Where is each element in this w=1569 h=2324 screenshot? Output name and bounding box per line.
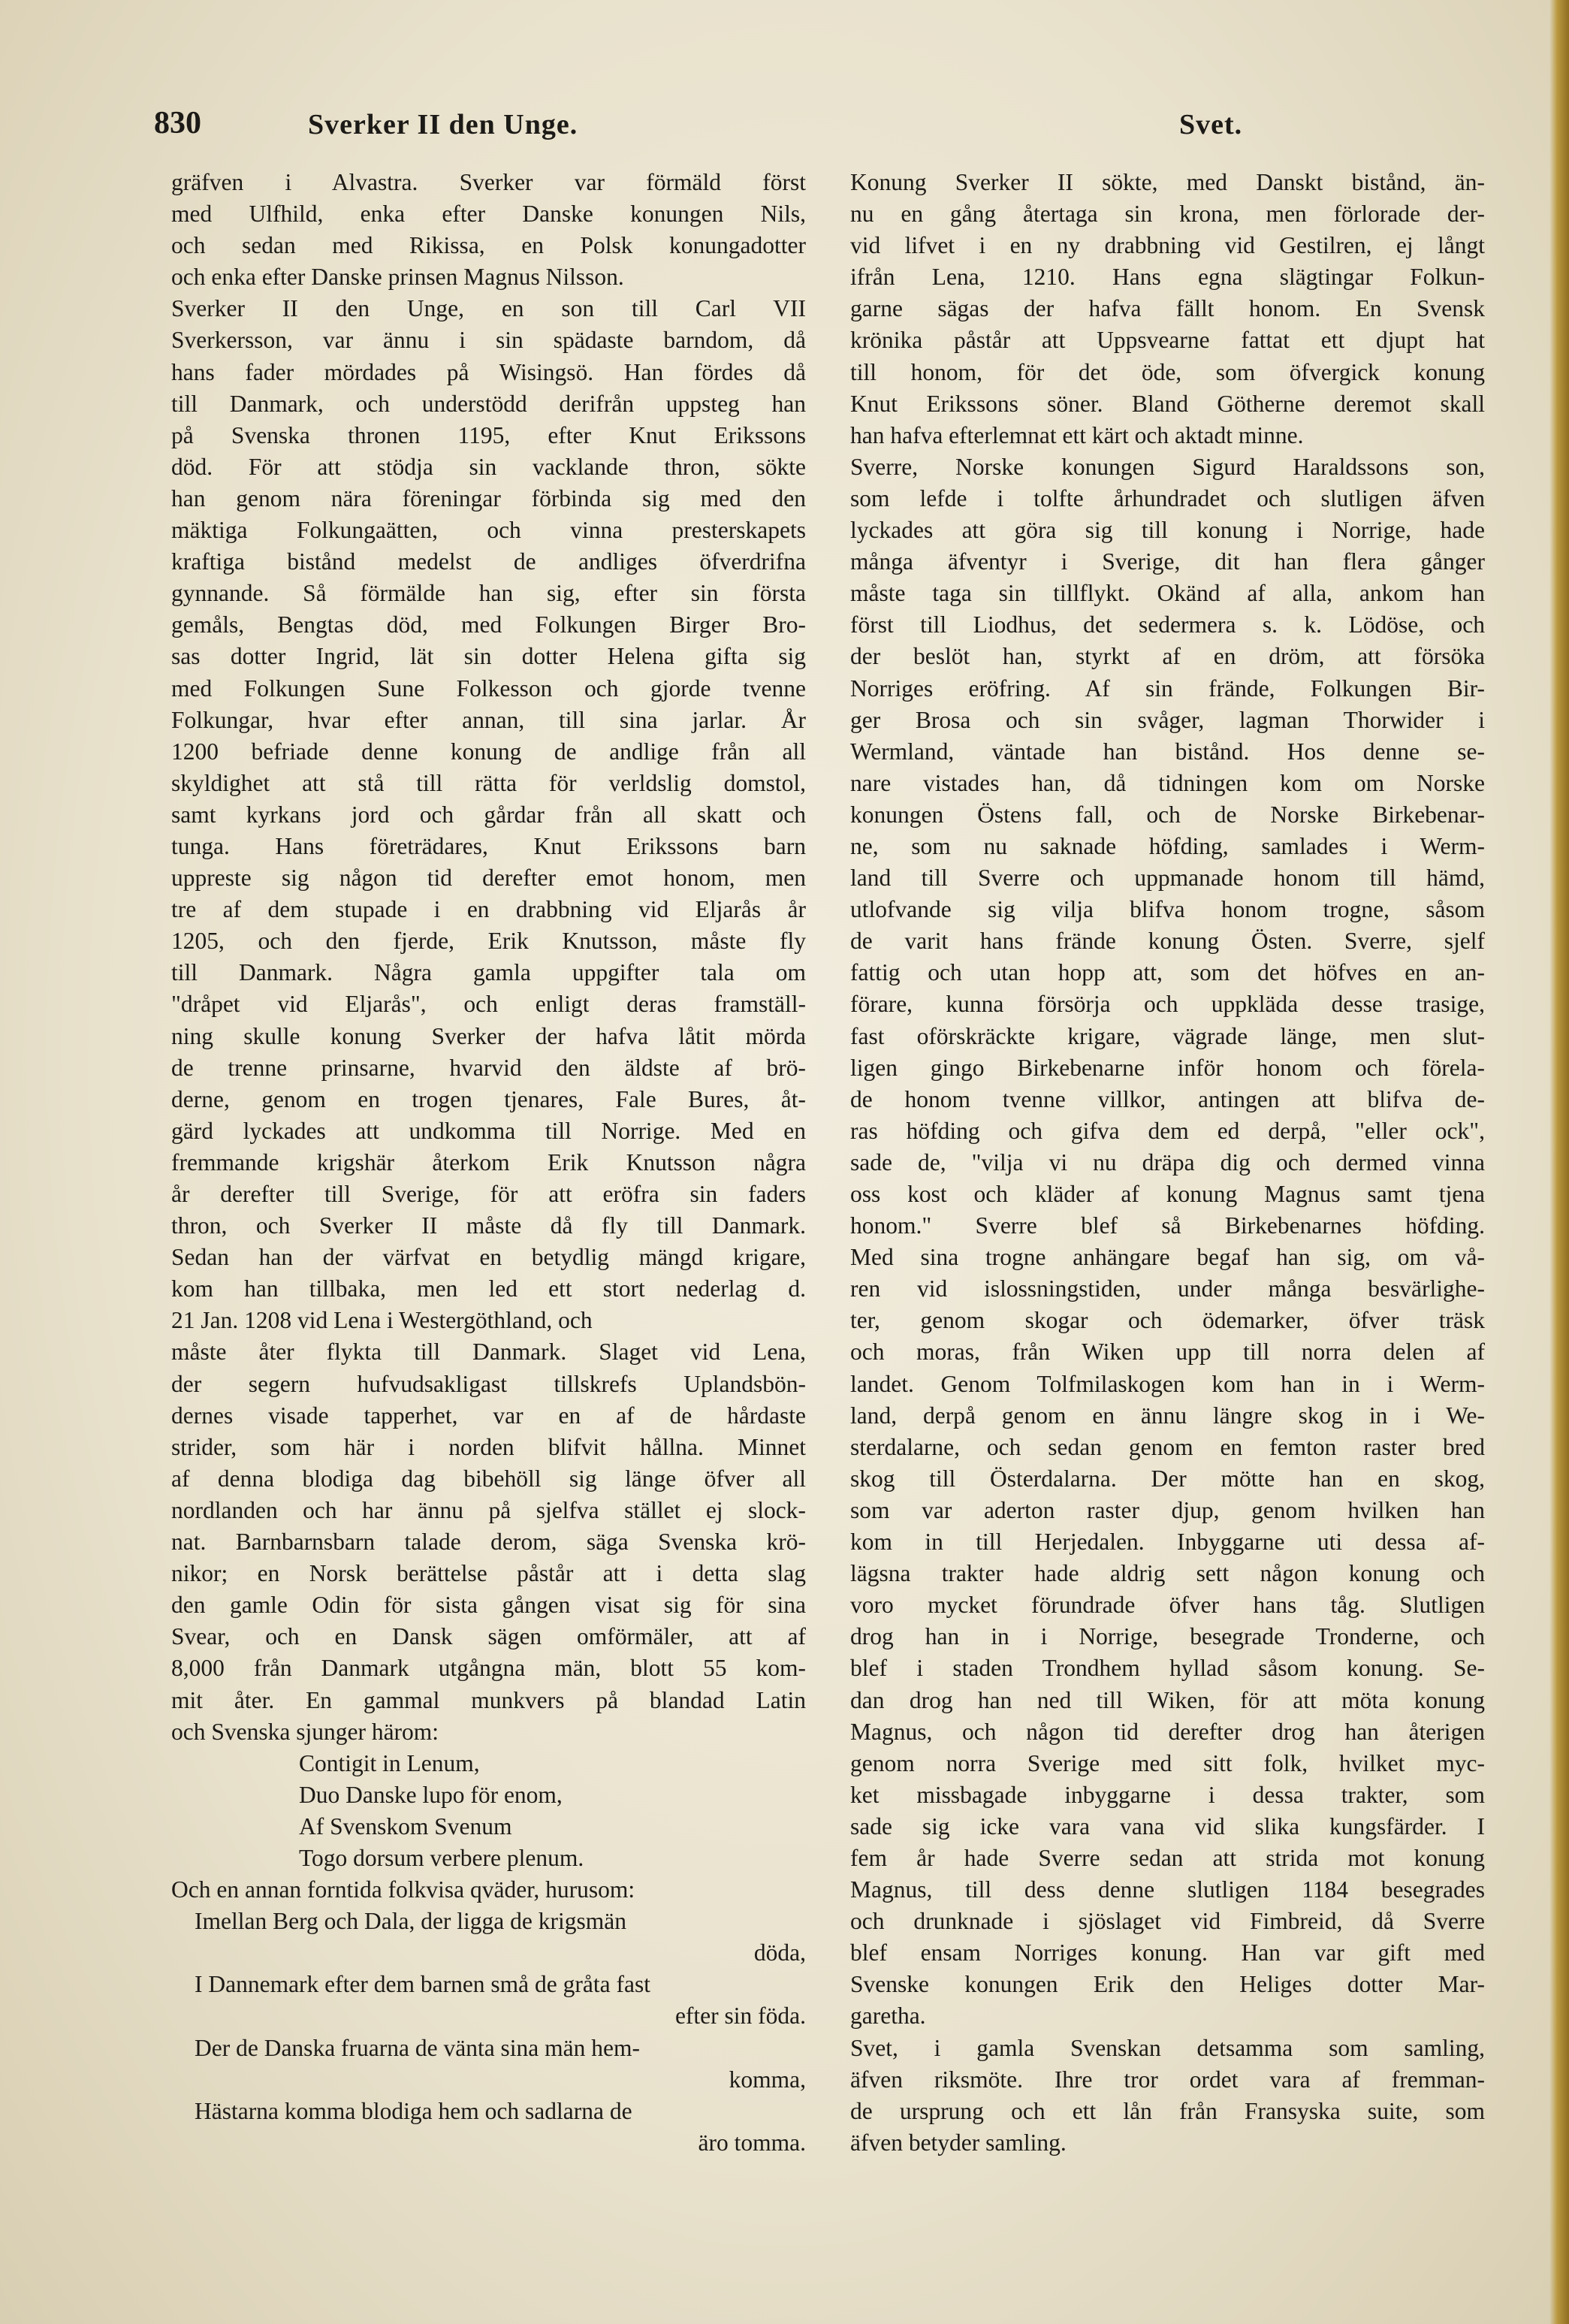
text-line: Magnus, till dess denne slutligen 1184 besegrades: [850, 1876, 1485, 1903]
text-line: och sedan med Rikissa, en Polsk konungadotter: [171, 232, 806, 259]
right-text-column: [850, 167, 1485, 2159]
text-line: Knut Erikssons söner. Bland Götherne deremot skall: [850, 390, 1485, 417]
text-line: måste taga sin tillflykt. Okänd af alla, ankom han: [850, 580, 1485, 607]
text-line: sas dotter Ingrid, lät sin dotter Helena gifta sig: [171, 643, 806, 670]
text-line: som lefde i tolfte århundradet och slutligen äfven: [850, 484, 1485, 512]
text-line: vid lifvet i en ny drabbning vid Gestilren, ej långt: [850, 232, 1485, 259]
text-line: genom norra Sverige med sitt folk, hvilket myc-: [850, 1749, 1485, 1776]
text-line: och drunknade i sjöslaget vid Fimbreid, då Sverre: [850, 1908, 1485, 1935]
running-header: [154, 105, 1491, 150]
text-line: hans fader mördades på Wisingsö. Han fördes då: [171, 358, 806, 385]
text-line: nikor; en Norsk berättelse påstår att i detta slag: [171, 1560, 806, 1587]
text-line: kom in till Herjedalen. Inbyggarne uti dessa af-: [850, 1529, 1485, 1556]
text-line: utlofvande sig vilja blifva honom trogne, såsom: [850, 896, 1485, 923]
text-line: Svenske konungen Erik den Heliges dotter Mar-: [850, 1971, 1485, 1998]
page-edge-gilt: [1549, 0, 1569, 2324]
text-line: lägsna trakter hade aldrig sett någon konung och: [850, 1560, 1485, 1587]
text-line: år derefter till Sverige, för att eröfra sin faders: [171, 1181, 806, 1207]
text-line: Af Svenskom Svenum: [299, 1812, 512, 1840]
text-line: måste åter flykta till Danmark. Slaget vid Lena,: [171, 1339, 806, 1366]
text-line: ras höfding och gifva dem ed derpå, "eller ock",: [850, 1117, 1485, 1144]
text-line: gemåls, Bengtas död, med Folkungen Birger Bro-: [171, 611, 806, 638]
text-line: de trenne prinsarne, hvarvid den äldste af brö-: [171, 1054, 806, 1081]
text-line: gynnande. Så förmälde han sig, efter sin första: [171, 580, 806, 607]
text-line: ifrån Lena, 1210. Hans egna slägtingar Folkun-: [850, 264, 1485, 291]
text-line: tre af dem stupade i en drabbning vid Eljarås år: [171, 896, 806, 923]
text-line: först till Liodhus, det sedermera s. k. Lödöse, och: [850, 611, 1485, 638]
text-line: 1200 befriade denne konung de andlige från all: [171, 738, 806, 765]
text-line: fast oförskräckte krigare, vägrade länge, men slut-: [850, 1022, 1485, 1049]
text-line: honom." Sverre blef så Birkebenarnes höfding.: [850, 1212, 1485, 1239]
text-line: derne, genom en trogen tjenares, Fale Bures, åt-: [171, 1085, 806, 1112]
text-line: och moras, från Wiken upp till norra delen af: [850, 1339, 1485, 1366]
text-line: blef i staden Trondhem hyllad såsom konung. Se-: [850, 1655, 1485, 1682]
text-line: I Dannemark efter dem barnen små de gråta fast: [195, 1971, 650, 1998]
text-line: tunga. Hans företrädares, Knut Erikssons barn: [171, 832, 806, 859]
text-line: Och en annan forntida folkvisa qväder, hurusom:: [171, 1876, 635, 1903]
text-line: kraftiga bistånd medelst de andliges öfverdrifna: [171, 548, 806, 575]
text-line: till honom, för det öde, som öfvergick konung: [850, 358, 1485, 385]
text-line: strider, som här i norden blifvit hållna. Minnet: [171, 1433, 806, 1460]
text-line: gärd lyckades att undkomma till Norrige. Med en: [171, 1117, 806, 1144]
text-line: dernes visade tapperhet, var en af de hårdaste: [171, 1402, 806, 1429]
text-line: de varit hans frände konung Östen. Sverre, sjelf: [850, 928, 1485, 955]
text-line: Contigit in Lenum,: [299, 1749, 480, 1776]
text-line: Folkungar, hvar efter annan, till sina jarlar. År: [171, 706, 806, 733]
text-line: sade de, "vilja vi nu dräpa dig och dermed vinna: [850, 1148, 1485, 1176]
text-line: kom han tillbaka, men led ett stort nederlag d.: [171, 1275, 806, 1302]
text-line: skyldighet att stå till rätta för verldslig domstol,: [171, 769, 806, 796]
text-line: 21 Jan. 1208 vid Lena i Westergöthland, och: [171, 1307, 593, 1334]
text-line: Duo Danske lupo för enom,: [299, 1781, 563, 1808]
text-line: thron, och Sverker II måste då fly till Danmark.: [171, 1212, 806, 1239]
text-line: han genom nära föreningar förbinda sig med den: [171, 484, 806, 512]
text-line: dan drog han ned till Wiken, för att möta konung: [850, 1686, 1485, 1713]
text-line: Svet, i gamla Svenskan detsamma som samling,: [850, 2034, 1485, 2061]
text-line: med Ulfhild, enka efter Danske konungen Nils,: [171, 201, 806, 228]
text-line: död. För att stödja sin vacklande thron, sökte: [171, 453, 806, 480]
text-line: lyckades att göra sig till konung i Norrige, hade: [850, 517, 1485, 544]
text-line: mäktiga Folkungaätten, och vinna presterskapets: [171, 517, 806, 544]
header-right-word: Svet.: [1179, 109, 1243, 140]
text-line: och enka efter Danske prinsen Magnus Nilsson.: [171, 264, 624, 291]
text-line: sterdalarne, och sedan genom en femton raster bred: [850, 1433, 1485, 1460]
text-line: Norriges eröfring. Af sin frände, Folkungen Bir-: [850, 675, 1485, 702]
text-line: som var aderton raster djup, genom hvilken han: [850, 1496, 1485, 1523]
text-line: landet. Genom Tolfmilaskogen kom han in i Werm-: [850, 1370, 1485, 1397]
text-line: nat. Barnbarnsbarn talade derom, säga Svenska krö-: [171, 1529, 806, 1556]
page-number: 830: [154, 106, 201, 140]
text-line: konungen Östens fall, och de Norske Birkebenar-: [850, 801, 1485, 828]
text-line: sade sig icke vara vana vid slika kungsfärder. I: [850, 1812, 1485, 1840]
text-line: nu en gång återtaga sin krona, men förlorade der-: [850, 201, 1485, 228]
text-line: till Danmark. Några gamla uppgifter tala om: [171, 959, 806, 986]
text-line: ligen gingo Birkebenarne inför honom och förela-: [850, 1054, 1485, 1081]
text-line: äro tomma.: [698, 2129, 806, 2156]
text-line: drog han in i Norrige, besegrade Tronderne, och: [850, 1623, 1485, 1650]
text-line: "dråpet vid Eljarås", och enligt deras framställ-: [171, 991, 806, 1018]
text-line: de ursprung och ett lån från Fransyska suite, som: [850, 2097, 1485, 2124]
text-line: och Svenska sjunger härom:: [171, 1718, 439, 1745]
text-line: ket missbagade inbyggarne i dessa trakter, som: [850, 1781, 1485, 1808]
text-line: äfven betyder samling.: [850, 2129, 1067, 2156]
text-line: Der de Danska fruarna de vänta sina män hem-: [195, 2034, 640, 2061]
left-text-column: [171, 167, 806, 2159]
text-line: voro mycket förundrade öfver hans tåg. Slutligen: [850, 1592, 1485, 1619]
text-line: med Folkungen Sune Folkesson och gjorde tvenne: [171, 675, 806, 702]
text-line: nare vistades han, då tidningen kom om Norske: [850, 769, 1485, 796]
text-line: Svear, och en Dansk sägen omförmäler, att af: [171, 1623, 806, 1650]
text-line: de honom tvenne villkor, antingen att blifva de-: [850, 1085, 1485, 1112]
text-line: uppreste sig någon tid derefter emot honom, men: [171, 865, 806, 892]
text-line: ter, genom skogar och ödemarker, öfver träsk: [850, 1307, 1485, 1334]
text-line: fremmande krigshär återkom Erik Knutsson några: [171, 1148, 806, 1176]
text-line: samt kyrkans jord och gårdar från all skatt och: [171, 801, 806, 828]
text-line: Konung Sverker II sökte, med Danskt bistånd, än-: [850, 169, 1485, 195]
text-line: Togo dorsum verbere plenum.: [299, 1844, 584, 1871]
text-line: Magnus, och någon tid derefter drog han återigen: [850, 1718, 1485, 1745]
text-line: Med sina trogne anhängare begaf han sig, om vå-: [850, 1244, 1485, 1271]
text-line: krönika påstår att Uppsvearne fattat ett djupt hat: [850, 327, 1485, 354]
text-line: ger Brosa och sin svåger, lagman Thorwider i: [850, 706, 1485, 733]
header-title: Sverker II den Unge.: [308, 109, 578, 140]
text-line: många äfventyr i Sverige, dit han flera gånger: [850, 548, 1485, 575]
text-line: garetha.: [850, 2003, 926, 2030]
text-line: fem år hade Sverre sedan att strida mot konung: [850, 1844, 1485, 1871]
text-line: oss kost och kläder af konung Magnus samt tjena: [850, 1181, 1485, 1207]
text-line: Sverkersson, var ännu i sin spädaste barndom, då: [171, 327, 806, 354]
text-line: han hafva efterlemnat ett kärt och aktadt minne.: [850, 421, 1304, 448]
text-line: 8,000 från Danmark utgångna män, blott 55 kom-: [171, 1655, 806, 1682]
text-line: ne, som nu saknade höfding, samlades i Werm-: [850, 832, 1485, 859]
text-line: land till Sverre och uppmanade honom till hämd,: [850, 865, 1485, 892]
text-line: gräfven i Alvastra. Sverker var förmäld först: [171, 169, 806, 195]
text-line: fattig och utan hopp att, som det höfves en an-: [850, 959, 1485, 986]
text-line: blef ensam Norriges konung. Han var gift med: [850, 1939, 1485, 1966]
text-line: der beslöt han, styrkt af en dröm, att försöka: [850, 643, 1485, 670]
text-line: döda,: [753, 1939, 806, 1966]
text-line: på Svenska thronen 1195, efter Knut Erikssons: [171, 421, 806, 448]
text-line: skog till Österdalarna. Der mötte han en skog,: [850, 1465, 1485, 1492]
text-line: ning skulle konung Sverker der hafva låtit mörda: [171, 1022, 806, 1049]
text-line: efter sin föda.: [674, 2003, 806, 2030]
text-line: 1205, och den fjerde, Erik Knutsson, måste fly: [171, 928, 806, 955]
text-line: Sverker II den Unge, en son till Carl VII: [171, 295, 806, 322]
text-line: garne sägas der hafva fällt honom. En Svensk: [850, 295, 1485, 322]
text-line: Imellan Berg och Dala, der ligga de krigsmän: [195, 1908, 626, 1935]
text-line: nordlanden och har ännu på sjelfva stället ej slock-: [171, 1496, 806, 1523]
text-line: der segern hufvudsakligast tillskrefs Uplandsbön-: [171, 1370, 806, 1397]
text-line: förare, kunna försörja och uppkläda desse trasige,: [850, 991, 1485, 1018]
text-line: land, derpå genom en ännu längre skog in i We-: [850, 1402, 1485, 1429]
text-line: komma,: [729, 2066, 806, 2093]
text-line: till Danmark, och understödd derifrån uppsteg han: [171, 390, 806, 417]
text-line: Hästarna komma blodiga hem och sadlarna de: [195, 2097, 632, 2124]
text-line: den gamle Odin för sista gången visat sig för sina: [171, 1592, 806, 1619]
text-line: Sverre, Norske konungen Sigurd Haraldssons son,: [850, 453, 1485, 480]
text-line: ren vid islossningstiden, under många besvärlighe-: [850, 1275, 1485, 1302]
text-line: äfven riksmöte. Ihre tror ordet vara af fremman-: [850, 2066, 1485, 2093]
text-line: af denna blodiga dag bibehöll sig länge öfver all: [171, 1465, 806, 1492]
text-line: Wermland, väntade han bistånd. Hos denne se-: [850, 738, 1485, 765]
text-line: mit åter. En gammal munkvers på blandad Latin: [171, 1686, 806, 1713]
text-line: Sedan han der värfvat en betydlig mängd krigare,: [171, 1244, 806, 1271]
